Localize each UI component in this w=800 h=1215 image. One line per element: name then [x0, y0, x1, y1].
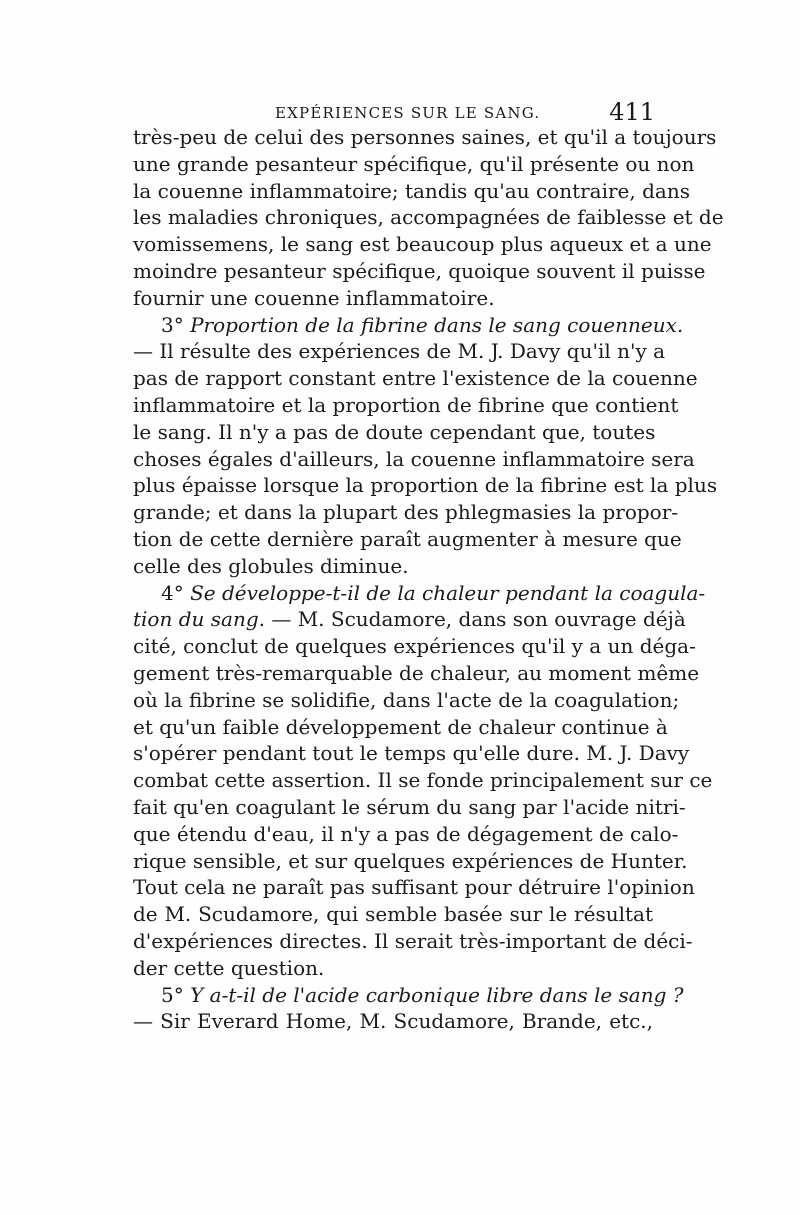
text-line: Tout cela ne paraît pas suffisant pour détruire l'opinion [133, 875, 695, 900]
text-line: s'opérer pendant tout le temps qu'elle dure. M. J. Davy [133, 741, 690, 766]
text-line: très-peu de celui des personnes saines, et qu'il a toujours [133, 125, 717, 149]
text-line: fait qu'en coagulant le sérum du sang par l'acide nitri- [133, 794, 686, 819]
text-line: où la fibrine se solidifie, dans l'acte de la coagulation; [133, 687, 680, 712]
text-line: plus épaisse lorsque la proportion de la fibrine est la plus [133, 473, 718, 498]
text-line: les maladies chroniques, accompagnées de faiblesse et de [133, 205, 724, 230]
text-line: grande; et dans la plupart des phlegmasies la propor- [133, 500, 679, 525]
section-heading-5: 5° Y a-t-il de l'acide carbonique libre dans le sang ? [161, 982, 684, 1007]
text-line: moindre pesanteur spécifique, quoique souvent il puisse [133, 258, 706, 283]
text-line: — Il résulte des expériences de M. J. Davy qu'il n'y a [133, 339, 666, 364]
text-line: combat cette assertion. Il se fonde principalement sur ce [133, 768, 713, 793]
text-line: choses égales d'ailleurs, la couenne inflammatoire sera [133, 446, 695, 471]
text-line: celle des globules diminue. [133, 553, 409, 578]
text-line: de M. Scudamore, qui semble basée sur le résultat [133, 902, 653, 927]
text-line: le sang. Il n'y a pas de doute cependant que, toutes [133, 419, 656, 444]
text-line: la couenne inflammatoire; tandis qu'au contraire, dans [133, 178, 690, 203]
text-line: fournir une couenne inflammatoire. [133, 285, 495, 310]
page-number: 411 [609, 98, 655, 126]
text-line: der cette question. [133, 955, 325, 980]
text-line: tion du sang. — M. Scudamore, dans son ouvrage déjà [133, 607, 686, 632]
body-text [133, 124, 724, 1035]
text-line: une grande pesanteur spécifique, qu'il présente ou non [133, 151, 695, 176]
section-heading-4: 4° Se développe-t-il de la chaleur pendant la coagula- [161, 580, 706, 605]
text-line: vomissemens, le sang est beaucoup plus aqueux et a une [133, 232, 712, 257]
text-line: d'expériences directes. Il serait très-important de déci- [133, 928, 693, 953]
text-line: — Sir Everard Home, M. Scudamore, Brande, etc., [133, 1009, 653, 1034]
text-line: que étendu d'eau, il n'y a pas de dégagement de calo- [133, 821, 679, 846]
text-line: rique sensible, et sur quelques expériences de Hunter. [133, 848, 688, 873]
text-line: cité, conclut de quelques expériences qu'il y a un déga- [133, 634, 696, 659]
text-line: pas de rapport constant entre l'existence de la couenne [133, 366, 698, 391]
running-head: EXPÉRIENCES SUR LE SANG. [275, 104, 541, 122]
text-line: et qu'un faible développement de chaleur continue à [133, 714, 668, 739]
section-heading-3: 3° Proportion de la fibrine dans le sang couenneux. [161, 312, 684, 337]
text-line: gement très-remarquable de chaleur, au moment même [133, 660, 700, 685]
text-line: tion de cette dernière paraît augmenter à mesure que [133, 526, 682, 551]
text-line: inflammatoire et la proportion de fibrine que contient [133, 392, 679, 417]
